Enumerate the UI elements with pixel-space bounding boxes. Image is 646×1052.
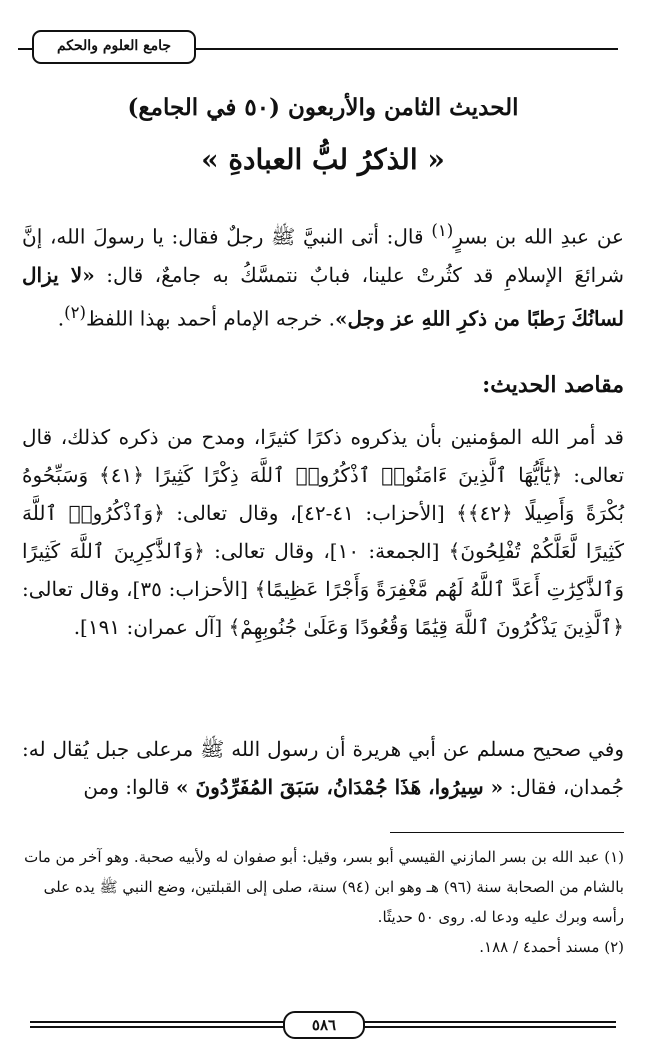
hadith-text-paragraph [22, 212, 624, 337]
commentary-paragraph-1: قد أمر الله المؤمنين بأن يذكروه ذكرًا كثيرًا، ومدح من ذكره كذلك، قال تعالى: ﴿يَٰٓأَيُّهَا ٱلَّذِينَ ءَامَنُوا۟ ٱذْكُرُوا۟ ٱللَّهَ ذِكْرًا كَثِيرًا ﴿٤١﴾ وَسَبِّحُوهُ بُكْرَةً وَأَصِيلًا ﴿٤٢﴾﴾ [الأحزاب: ٤١-٤٢]، وقال تعالى: ﴿وَٱذْكُرُوا۟ ٱللَّهَ كَثِيرًا لَّعَلَّكُمْ تُفْلِحُونَ﴾ [الجمعة: ١٠]، وقال تعالى: ﴿وَٱلذَّٰكِرِينَ ٱللَّهَ كَثِيرًا وَٱلذَّٰكِرَٰتِ أَعَدَّ ٱللَّهُ لَهُم مَّغْفِرَةً وَأَجْرًا عَظِيمًا﴾ [الأحزاب: ٣٥]، وقال تعالى: ﴿ٱلَّذِينَ يَذْكُرُونَ ٱللَّهَ قِيَٰمًا وَقُعُودًا وَعَلَىٰ جُنُوبِهِمْ﴾ [آل عمران: ١٩١]. [22, 425, 625, 639]
page-number: ٥٨٦ [283, 1011, 365, 1039]
footnote-1: (١) عبد الله بن بسر المازني القيسي أبو بسر، وقيل: أبو صفوان له ولأبيه صحبة. وهو آخر من مات بالشام من الصحابة سنة (٩٦) هـ وهو ابن (٩٤) سنة، صلى إلى القبلتين، وضع النبي ﷺ يده على رأسه وبرك عليه ودعا له. روى ٥٠ حديثًا. [24, 848, 624, 926]
section-heading-text: مقاصد الحديث [490, 372, 624, 398]
commentary-text-part1: وفي صحيح مسلم عن أبي هريرة أن رسول الله ﷺ مرعلى جبل يُقال له: جُمدان، فقال: [22, 737, 625, 799]
hadith-text-part2: قال: أتى النبيَّ ﷺ رجلٌ فقال: يا رسولَ الله، إنَّ شرائعَ الإسلامِ قد كثُرتْ علينا، فبابٌ نتمسَّكُ به جامعٌ، قال: [22, 224, 624, 287]
hadith-text-part3: . خرجه الإمام أحمد بهذا اللفظ [86, 306, 336, 331]
footnote-ref-1: (١) [431, 221, 454, 240]
footnote-2: (٢) مسند أحمد٤ / ١٨٨. [479, 938, 624, 956]
footnotes [22, 842, 624, 962]
commentary-text-part2: قالوا: ومن [83, 775, 177, 799]
section-heading-colon: : [482, 372, 491, 398]
hadith-quote: «لا يزال لسانُكَ رَطبًا من ذكرِ اللهِ عز وجل» [22, 262, 624, 331]
hadith-subtitle: « الذكرُ لبُّ العبادةِ » [201, 143, 445, 176]
running-header-book-title: جامع العلوم والحكم [32, 30, 196, 64]
hadith-text-part1: عن عبدِ الله بن بسرٍ [453, 224, 624, 249]
commentary-paragraph-2 [22, 730, 624, 806]
footnote-ref-2: (٢) [64, 302, 87, 322]
hadith-heading: الحديث الثامن والأربعون (٥٠ في الجامع) [127, 94, 519, 121]
commentary-quote: « سِيرُوا، هَذَا جُمْدَانُ، سَبَقَ المُفَرِّدُونَ » [176, 775, 504, 799]
section-heading [482, 372, 624, 398]
footnote-separator [390, 832, 624, 833]
hadith-text-end: . [57, 306, 65, 331]
